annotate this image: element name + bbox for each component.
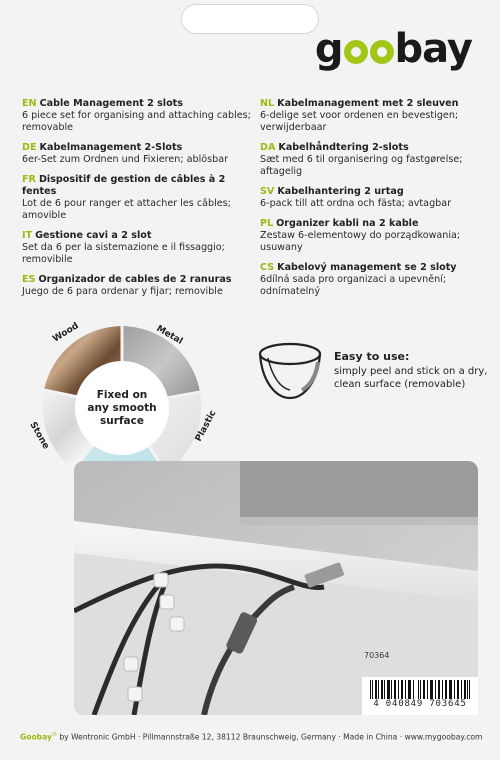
- lang-title: Cable Management 2 slots: [39, 98, 183, 109]
- lang-it: [22, 230, 258, 266]
- lang-en: [22, 98, 258, 134]
- lang-title: Dispositif de gestion de câbles à 2 fentes: [22, 174, 226, 197]
- lang-title: Kabelmanagement met 2 sleuven: [277, 98, 459, 109]
- lang-title: Kabelmanagement 2-Slots: [39, 142, 183, 153]
- lang-code: DA: [260, 142, 276, 153]
- lang-body: 6-delige set voor ordenen en bevestigen; verwijderbaar: [260, 110, 459, 133]
- lang-title: Organizador de cables de 2 ranuras: [38, 274, 232, 285]
- label-stone: Stone: [27, 420, 51, 452]
- lang-code: EN: [22, 98, 37, 109]
- lang-body: 6 piece set for organising and attaching cables; removable: [22, 110, 251, 133]
- language-column-left: [22, 98, 258, 306]
- lang-code: SV: [260, 186, 275, 197]
- footer-brand: Goobay: [20, 732, 52, 742]
- lang-sv: [260, 186, 496, 210]
- center-line: any smooth: [87, 401, 157, 414]
- lang-cs: [260, 262, 496, 298]
- lang-code: NL: [260, 98, 275, 109]
- center-line: surface: [100, 414, 144, 427]
- lang-code: PL: [260, 218, 274, 229]
- lang-body: Juego de 6 para ordenar y fijar; removible: [22, 286, 223, 297]
- lang-es: [22, 274, 258, 298]
- lang-pl: [260, 218, 496, 254]
- lang-da: [260, 142, 496, 178]
- lang-de: [22, 142, 258, 166]
- sku-number: 70364: [364, 651, 390, 660]
- label-plastic: Plastic: [193, 408, 219, 444]
- surface-center-label: [75, 361, 169, 455]
- center-line: Fixed on: [96, 388, 148, 401]
- label-wood: Wood: [51, 321, 81, 345]
- lang-body: Lot de 6 pour ranger et attacher les câbles; amovible: [22, 198, 231, 221]
- lang-body: Sæt med 6 til organisering og fastgørelse; aftagelig: [260, 154, 463, 177]
- footer: [20, 732, 490, 742]
- logo-text-right: bay: [394, 26, 472, 72]
- lang-body: Zestaw 6-elementowy do porządkowania; usuwany: [260, 230, 461, 253]
- easy-to-use-block: [334, 350, 494, 391]
- logo-dot-icon: [344, 40, 368, 64]
- label-metal: Metal: [154, 323, 185, 347]
- lang-code: CS: [260, 262, 275, 273]
- logo-text-left: g: [314, 26, 343, 72]
- lang-body: 6dílná sada pro organizaci a upevnění; odnímatelný: [260, 274, 447, 297]
- lang-nl: [260, 98, 496, 134]
- hang-hole: [181, 4, 319, 34]
- lang-fr: [22, 174, 258, 222]
- lang-title: Kabelhåndtering 2-slots: [278, 142, 409, 153]
- lang-body: 6er-Set zum Ordnen und Fixieren; ablösbar: [22, 154, 229, 165]
- lang-body: 6-pack till att ordna och fästa; avtagbar: [260, 198, 452, 209]
- lang-code: FR: [22, 174, 36, 185]
- lang-title: Kabelový management se 2 sloty: [277, 262, 457, 273]
- bowl-pictogram-icon: [256, 332, 324, 404]
- lang-code: DE: [22, 142, 37, 153]
- lang-title: Organizer kabli na 2 kable: [276, 218, 419, 229]
- goobay-logo: [315, 26, 472, 72]
- lang-code: IT: [22, 230, 33, 241]
- footer-text: by Wentronic GmbH · Pillmannstraße 12, 38112 Braunschweig, Germany · Made in China · www.mygoobay.com: [56, 732, 483, 742]
- easy-title: Easy to use:: [334, 350, 410, 363]
- lang-title: Kabelhantering 2 urtag: [277, 186, 404, 197]
- logo-dot-icon: [370, 40, 394, 64]
- easy-text: simply peel and stick on a dry, clean surface (removable): [334, 366, 488, 390]
- lang-code: ES: [22, 274, 36, 285]
- lang-title: Gestione cavi a 2 slot: [35, 230, 152, 241]
- lang-body: Set da 6 per la sistemazione e il fissaggio; removibile: [22, 242, 225, 265]
- barcode-digits: 4 040849 703645: [362, 699, 478, 709]
- language-column-right: [260, 98, 496, 306]
- footer-registered-mark: ®: [51, 732, 57, 738]
